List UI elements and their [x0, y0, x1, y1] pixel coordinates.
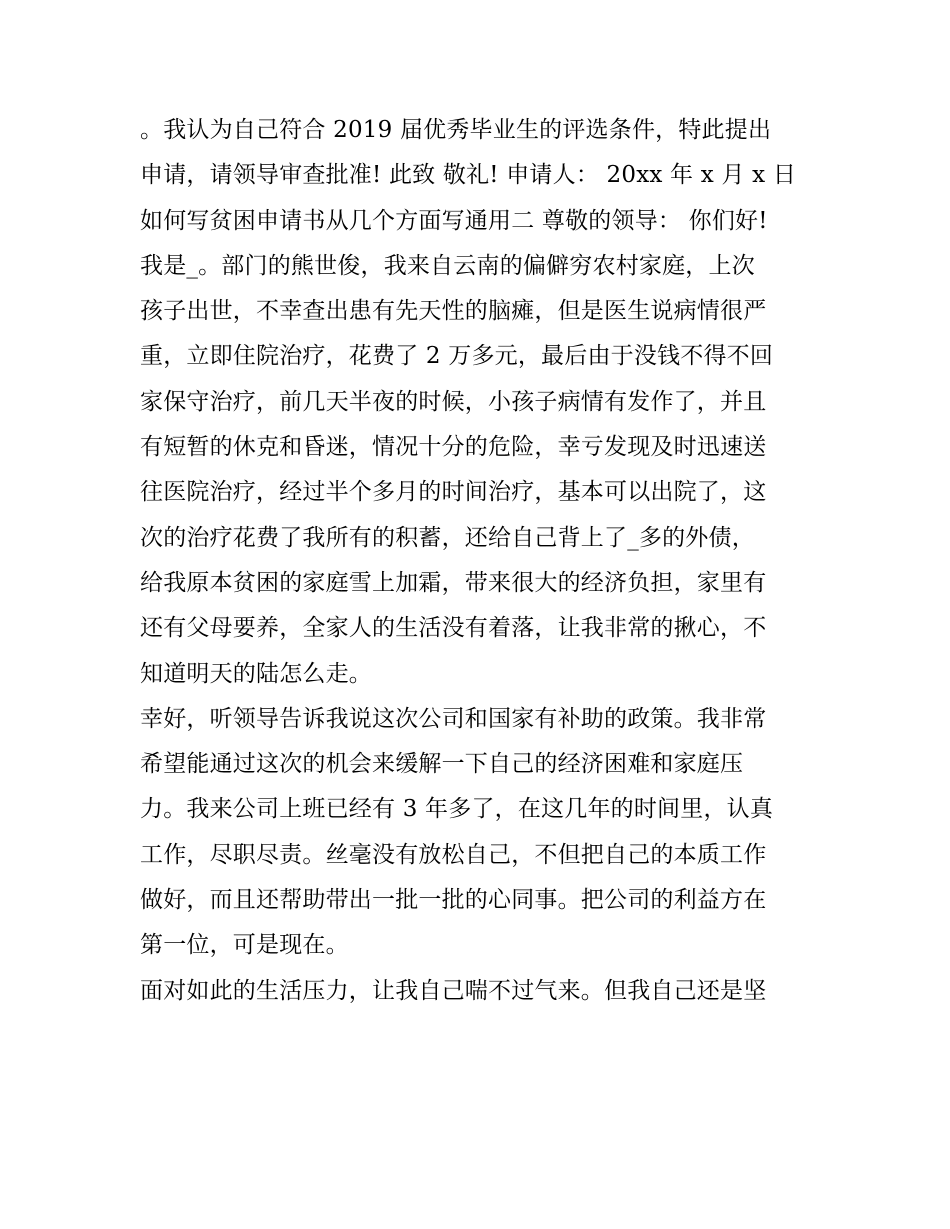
text-line: 力。我来公司上班已经有 3 年多了，在这几年的时间里，认真 [140, 796, 774, 823]
text-line: 还有父母要养，全家人的生活没有着落，让我非常的揪心，不 [140, 615, 767, 642]
text-line: 孩子出世，不幸查出患有先天性的脑瘫，但是医生说病情很严 [140, 298, 767, 325]
text-line: 做好，而且还帮助带出一批一批的心同事。把公司的利益方在 [140, 887, 767, 914]
text-line: 重，立即住院治疗，花费了 2 万多元，最后由于没钱不得不回 [140, 343, 774, 370]
text-line: 有短暂的休克和昏迷，情况十分的危险，幸亏发现及时迅速送 [140, 434, 767, 461]
text-line: 我是_。部门的熊世俊，我来自云南的偏僻穷农村家庭，上次 [140, 252, 755, 279]
text-line: 希望能通过这次的机会来缓解一下自己的经济困难和家庭压 [140, 751, 744, 778]
text-line: 次的治疗花费了我所有的积蓄，还给自己背上了_多的外债， [140, 524, 755, 551]
text-line: 面对如此的生活压力，让我自己喘不过气来。但我自己还是坚 [140, 977, 767, 1004]
text-line: 申请，请领导审查批准! 此致 敬礼! 申请人： 20xx 年 x 月 x 日 [140, 162, 797, 189]
body-text [140, 108, 820, 1014]
text-line: 给我原本贫困的家庭雪上加霜，带来很大的经济负担，家里有 [140, 569, 767, 596]
text-line: 幸好，听领导告诉我说这次公司和国家有补助的政策。我非常 [140, 705, 767, 732]
text-line: 如何写贫困申请书从几个方面写通用二 尊敬的领导： 你们好! [140, 207, 768, 234]
text-line: 第一位，可是现在。 [140, 932, 349, 959]
text-line: 工作，尽职尽责。丝毫没有放松自己，不但把自己的本质工作 [140, 841, 767, 868]
text-line: 知道明天的陆怎么走。 [140, 660, 372, 687]
text-line: 家保守治疗，前几天半夜的时候，小孩子病情有发作了，并且 [140, 388, 767, 415]
text-line: 。我认为自己符合 2019 届优秀毕业生的评选条件，特此提出 [140, 117, 772, 143]
text-line: 往医院治疗，经过半个多月的时间治疗，基本可以出院了，这 [140, 479, 767, 506]
